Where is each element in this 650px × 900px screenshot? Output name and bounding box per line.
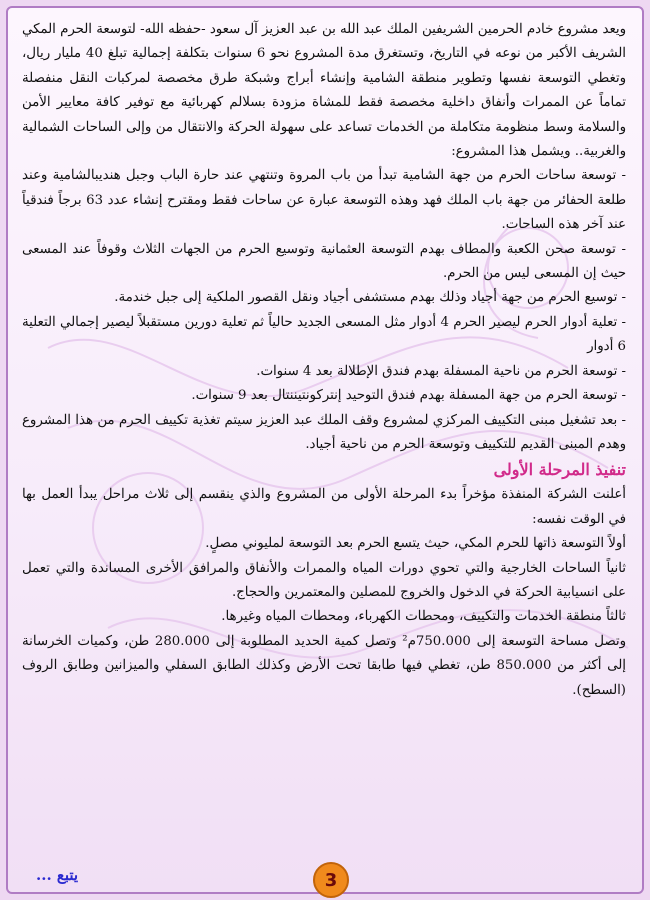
list-item: - بعد تشغيل مبنى التكييف المركزي لمشروع وقف الملك عبد العزيز سيتم تغذية تكييف الحرم من هذا المشروع وهدم المبنى القديم للتكييف وتوسعة الحرم من ناحية أجياد. [22, 412, 626, 452]
list-item: - توسعة الحرم من جهة المسفلة بهدم فندق التوحيد إنتركونتيننتال بعد 9 سنوات. [191, 388, 626, 404]
intro-paragraph: ويعد مشروع خادم الحرمين الشريفين الملك عبد الله بن عبد العزيز آل سعود -حفظه الله- لتوسعة الحرم المكي الشريف الأكبر من نوعه في التاريخ، وتستغرق مدة المشروع نحو 6 سنوات بتكلفة إجمالية تبلغ 40 مليار ريال، وتغطي التوسعة نفسها وتطوير منطقة الشامية وإنشاء أبراج وشبكة طرق مخصصة لمركبات النقل منفصلة تماماً عن الممرات وأنفاق داخلية مخصصة فقط للمشاة مزودة بسلالم كهربائية مع توفير كافة معايير الأمن والسلامة وسط منظومة متكاملة من الخدمات تساعد على سهولة الحركة والانتقال من وإلى الساحات الشمالية والغربية.. ويشمل هذا المشروع: [22, 22, 626, 160]
section-paragraph: ثانياً الساحات الخارجية والتي تحوي دورات المياه والممرات والأنفاق والمرافق الأخرى المساندة والتي تعمل على انسيابية الحركة في الدخول والخروج للمصلين والمعتمرين والحجاج. [22, 560, 626, 600]
list-item: - توسعة صحن الكعبة والمطاف بهدم التوسعة العثمانية وتوسيع الحرم من الجهات الثلاث وقوفاً عند المسعى حيث إن المسعى ليس من الحرم. [22, 241, 626, 282]
list-item: - توسعة ساحات الحرم من جهة الشامية تبدأ من باب المروة وتنتهي عند حارة الباب وجبل هنديبالشامية وعند طلعة الحفائر من جهة باب الملك فهد وهذه التوسعة عبارة عن ساحات فقط ومقترح إنشاء عدد 63 برجاً فندقياً عند آخر هذه الساحات. [22, 168, 626, 233]
page-number-badge: 3 [313, 862, 349, 898]
article-body [22, 18, 626, 703]
continued-label[interactable]: يتبع ... [36, 866, 79, 884]
list-item: - تعلية أدوار الحرم ليصير الحرم 4 أدوار مثل المسعى الجديد حالياً ثم تعلية دورين مستقبلاً ليصير إجمالي التعلية 6 أدوار [22, 314, 626, 355]
section-paragraph: أولاً التوسعة ذاتها للحرم المكي، حيث يتسع الحرم بعد التوسعة لمليوني مصلٍ. [205, 536, 626, 552]
section-paragraph: ثالثاً منطقة الخدمات والتكييف، ومحطات الكهرباء، ومحطات المياه وغيرها. [221, 609, 626, 625]
section-paragraph: أعلنت الشركة المنفذة مؤخراً بدء المرحلة الأولى من المشروع والذي ينقسم إلى ثلاث مراحل يبدأ العمل بها في الوقت نفسه: [22, 487, 626, 527]
list-item: - توسيع الحرم من جهة أجياد وذلك بهدم مستشفى أجياد ونقل القصور الملكية إلى جبل خندمة. [114, 290, 626, 306]
list-item: - توسعة الحرم من ناحية المسفلة بهدم فندق الإطلالة بعد 4 سنوات. [256, 363, 626, 379]
section-title: تنفيذ المرحلة الأولى [493, 460, 626, 480]
page-frame [6, 6, 644, 894]
section-paragraph: وتصل مساحة التوسعة إلى 750.000م² وتصل كمية الحديد المطلوبة إلى 280.000 طن، وكميات الخرسانة إلى أكثر من 850.000 طن، تغطي فيها طابقا تحت الأرض وكذلك الطابق السفلي والميزانين وطابق الروف (السطح). [22, 633, 626, 698]
